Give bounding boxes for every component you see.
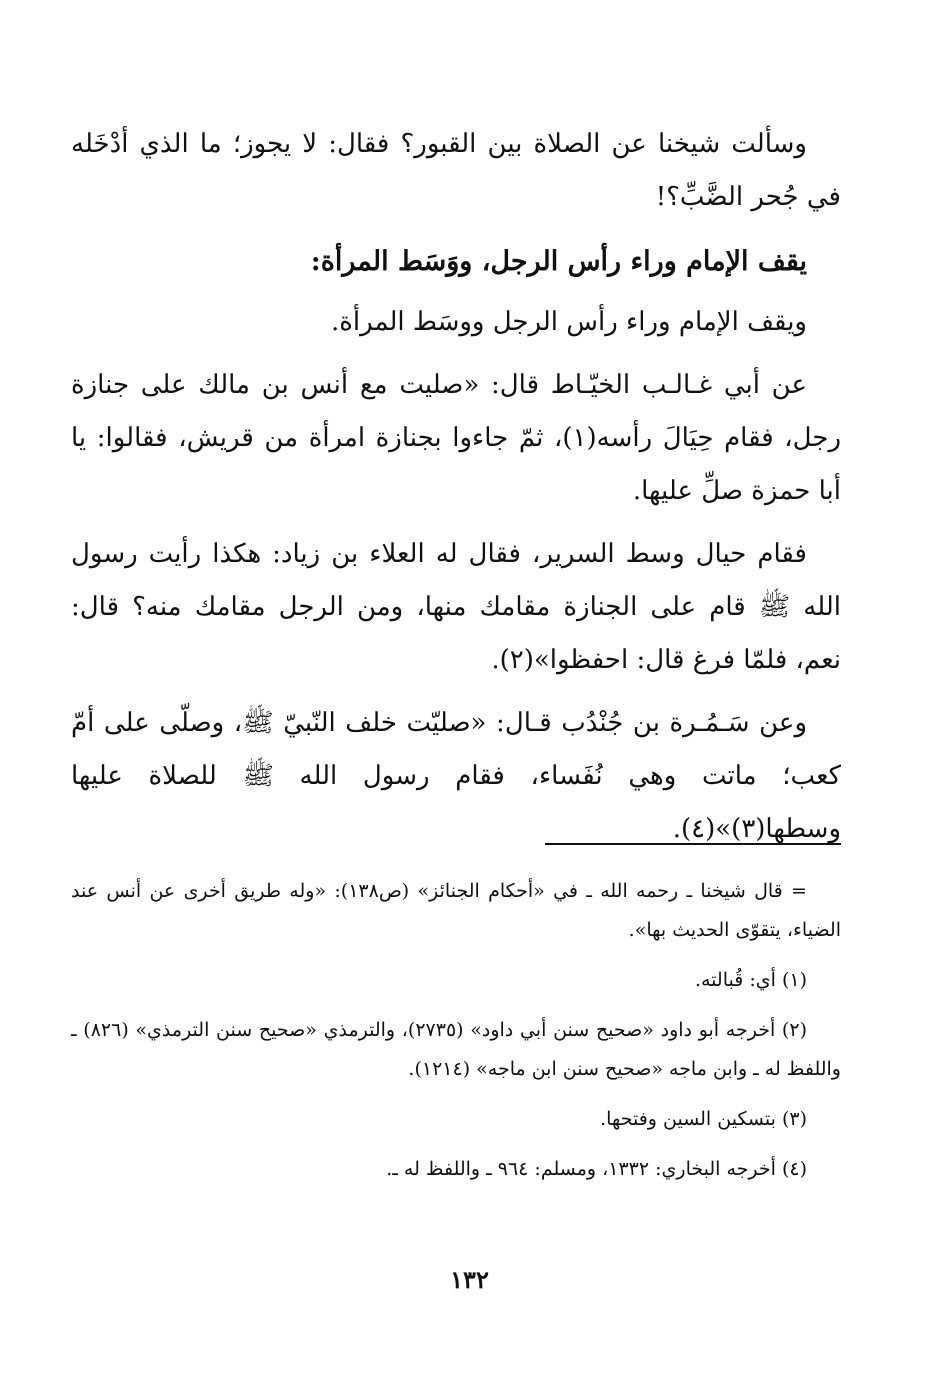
paragraph-al-ala-question: فقام حيال وسط السرير، فقال له العلاء بن زياد: هكذا رأيت رسول الله ﷺ قام على الجنازة مقامك منها، ومن الرجل مقامك منه؟ قال: نعم، فلمّا فرغ قال: احفظوا»(٢).: [71, 539, 841, 675]
footnote-3: (٣) بتسكين السين وفتحها.: [600, 1108, 807, 1130]
page-number: ١٣٢: [450, 1265, 489, 1294]
paragraph-samura-hadith: وعن سَـمُـرة بن جُنْدُب قـال: «صليّت خلف النّبيّ ﷺ، وصلّى على أمّ كعب؛ ماتت وهي نُفَساء، فقام رسول الله ﷺ للصلاة عليها وسطها(٣)»(٤).: [71, 708, 841, 844]
section-heading: يقف الإمام وراء رأس الرجل، ووَسَط المرأة:: [310, 246, 807, 277]
footnote-1: (١) أي: قُبالته.: [694, 969, 807, 991]
footnote-divider: [545, 843, 841, 845]
paragraph-abu-ghalib-hadith: عن أبي غـالـب الخيّـاط قال: «صليت مع أنس بن مالك على جنازة رجل، فقام حِيَالَ رأسه(١)، ثمّ جاءوا بجنازة امرأة من قريش، فقالوا: يا أبا حمزة صلِّ عليها.: [71, 370, 841, 506]
main-text: [71, 118, 841, 866]
footnote-4: (٤) أخرجه البخاري: ١٣٣٢، ومسلم: ٩٦٤ ـ واللفظ له ـ.: [386, 1158, 807, 1180]
footnote-continuation: = قال شيخنا ـ رحمه الله ـ في «أحكام الجنائز» (ص١٣٨): «وله طريق أخرى عن أنس عند الضياء، يتقوّى الحديث بها».: [71, 880, 841, 941]
footnote-2: (٢) أخرجه أبو داود «صحيح سنن أبي داود» (٢٧٣٥)، والترمذي «صحيح سنن الترمذي» (٨٢٦) ـ واللفظ له ـ وابن ماجه «صحيح سنن ابن ماجه» (١٢١٤).: [71, 1019, 841, 1080]
paragraph-graves-prayer: وسألت شيخنا عن الصلاة بين القبور؟ فقال: لا يجوز؛ ما الذي أدْخَله في جُحر الضَّبِّ؟!: [71, 129, 841, 212]
paragraph-ruling: ويقف الإمام وراء رأس الرجل ووسَط المرأة.: [331, 307, 807, 337]
footnotes: [71, 872, 841, 1200]
